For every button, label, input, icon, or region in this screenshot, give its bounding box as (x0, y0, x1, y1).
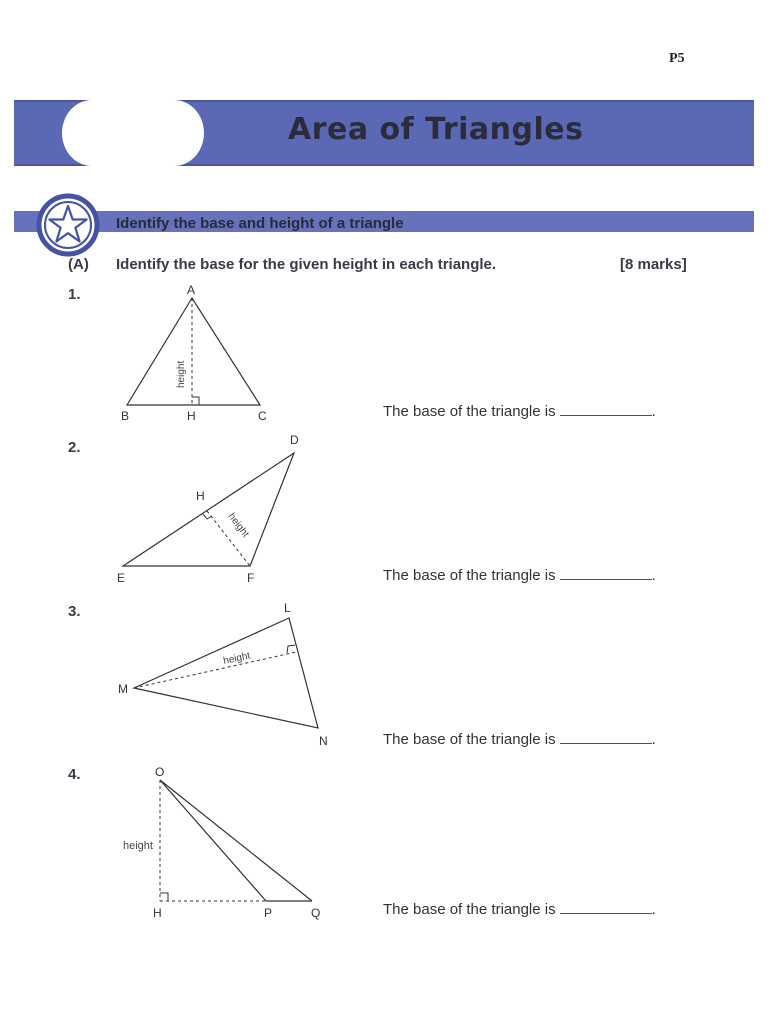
height-label: height (123, 840, 153, 852)
page-number: P5 (669, 51, 685, 66)
answer-prompt: The base of the triangle is (383, 403, 556, 420)
height-label: height (222, 650, 252, 667)
vertex-label: M (118, 682, 128, 696)
part-letter: (A) (68, 256, 89, 273)
answer-prompt: The base of the triangle is (383, 901, 556, 918)
vertex-label: O (155, 765, 165, 779)
vertex-label: D (290, 433, 299, 447)
answer-line: The base of the triangle is . (383, 901, 656, 918)
answer-line: The base of the triangle is . (383, 567, 656, 584)
vertex-label: C (258, 409, 267, 423)
vertex-label: E (117, 571, 126, 585)
answer-prompt: The base of the triangle is (383, 567, 556, 584)
question-number: 4. (68, 766, 81, 783)
vertex-label: Q (311, 906, 321, 920)
vertex-label: L (284, 601, 291, 615)
instruction-text: Identify the base for the given height in each triangle. (116, 256, 497, 273)
question-number: 3. (68, 603, 81, 620)
section-title: Identify the base and height of a triangle (116, 215, 404, 232)
marks-label: [8 marks] (620, 256, 687, 273)
vertex-label: H (196, 489, 205, 503)
answer-line: The base of the triangle is . (383, 731, 656, 748)
question-number: 1. (68, 286, 81, 303)
question-number: 2. (68, 439, 81, 456)
vertex-label: H (187, 409, 196, 423)
vertex-label: F (247, 571, 255, 585)
vertex-label: H (153, 906, 162, 920)
answer-prompt: The base of the triangle is (383, 731, 556, 748)
answer-blank[interactable] (560, 899, 652, 914)
vertex-label: A (187, 283, 196, 297)
vertex-label: N (319, 734, 328, 748)
vertex-label: P (264, 906, 273, 920)
vertex-label: B (121, 409, 130, 423)
page-title: Area of Triangles (288, 112, 584, 147)
height-label: height (176, 360, 187, 388)
answer-line: The base of the triangle is . (383, 403, 656, 420)
height-label: height (225, 511, 251, 540)
